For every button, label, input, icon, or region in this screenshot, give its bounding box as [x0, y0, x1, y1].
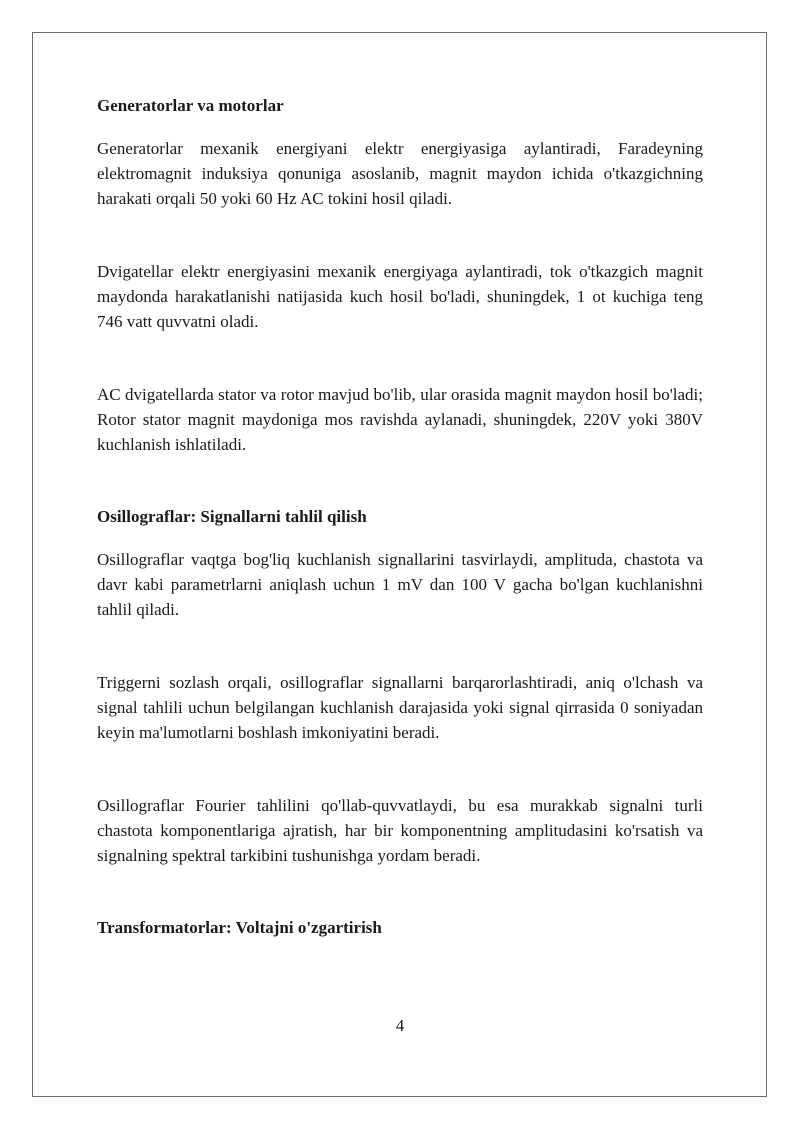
section-heading-oscillographs: Osillograflar: Signallarni tahlil qilish — [97, 507, 367, 526]
section-heading-transformers: Transformatorlar: Voltajni o'zgartirish — [97, 918, 382, 937]
paragraph: Dvigatellar elektr energiyasini mexanik energiyaga aylantiradi, tok o'tkazgich magnit maydonda harakatlanishi natijasida kuch hosil bo'ladi, shuningdek, 1 ot kuchiga teng 746 vatt quvvatni oladi. — [97, 262, 703, 331]
document-body — [97, 94, 703, 940]
paragraph: Osillograflar Fourier tahlilini qo'llab-quvvatlaydi, bu esa murakkab signalni turli chastota komponentlariga ajratish, har bir komponentning amplitudasini ko'rsatish va signalning spektral tarkibini tushunishga yordam beradi. — [97, 796, 703, 865]
paragraph: Generatorlar mexanik energiyani elektr energiyasiga aylantiradi, Faradeyning elektromagnit induksiya qonuniga asoslanib, magnit maydon ichida o'tkazgichning harakati orqali 50 yoki 60 Hz AC tokini hosil qiladi. — [97, 139, 703, 208]
section-heading-generators: Generatorlar va motorlar — [97, 96, 284, 115]
paragraph: Triggerni sozlash orqali, osillograflar signallarni barqarorlashtiradi, aniq o'lchash va signal tahlili uchun belgilangan kuchlanish darajasida yoki signal qirrasida 0 soniyadan keyin ma'lumotlarni boshlash imkoniyatini beradi. — [97, 673, 703, 742]
paragraph: Osillograflar vaqtga bog'liq kuchlanish signallarini tasvirlaydi, amplituda, chastota va davr kabi parametrlarni aniqlash uchun 1 mV dan 100 V gacha bo'lgan kuchlanishni tahlil qiladi. — [97, 550, 703, 619]
page-number: 4 — [395, 1016, 405, 1035]
paragraph: AC dvigatellarda stator va rotor mavjud bo'lib, ular orasida magnit maydon hosil bo'ladi; Rotor stator magnit maydoniga mos ravishda aylanadi, shuningdek, 220V yoki 380V kuchlanish ishlatiladi. — [97, 385, 703, 454]
